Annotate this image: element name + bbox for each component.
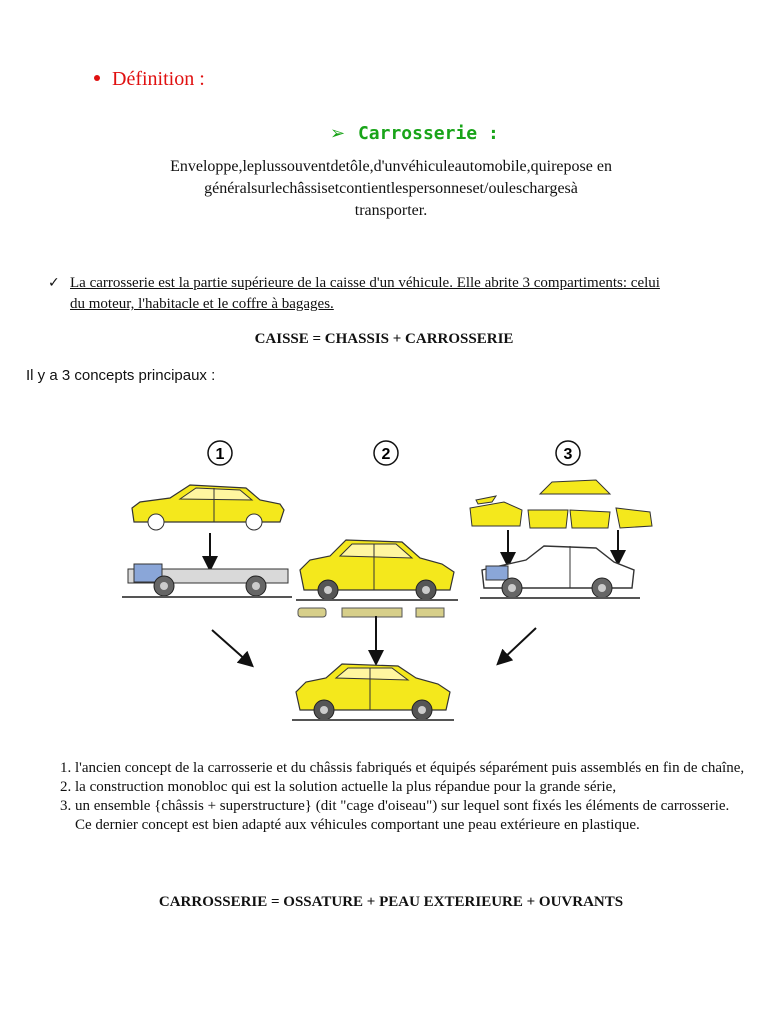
body-panels-strip — [298, 608, 444, 617]
intro-text: Il y a 3 concepts principaux : — [26, 367, 216, 384]
definition-label: Définition : — [112, 68, 205, 90]
bullet-dot-icon — [94, 75, 100, 81]
concept-3-note: Ce dernier concept est bien adapté aux véhicules comportant une peau extérieure en plastique. — [75, 817, 640, 833]
carrosserie-title: Carrosserie : — [357, 123, 499, 144]
cage-chassis-3 — [480, 546, 640, 598]
note-checked-item — [48, 273, 748, 315]
list-item: 2. la construction monobloc qui est la solution actuelle la plus répandue pour la grande série, — [75, 778, 768, 797]
concept-number-label: 2 — [381, 446, 391, 463]
concepts-list — [35, 759, 768, 835]
arrow-converge-left — [212, 630, 248, 662]
arrow-converge-right — [502, 628, 536, 660]
list-item: 1. l'ancien concept de la carrosserie et du châssis fabriqués et équipés séparément puis assemblés en fin de chaîne, — [75, 759, 768, 778]
concept-number-2 — [374, 441, 398, 465]
car-body-1 — [132, 485, 284, 530]
car-result — [292, 664, 454, 720]
note-line: du moteur, l'habitacle et le coffre à bagages. — [70, 296, 334, 312]
concept-number-1 — [208, 441, 232, 465]
body-concepts-illustration — [120, 430, 660, 730]
definition-line: Enveloppe,leplussouventdetôle,d'unvéhiculeautomobile,quirepose en — [170, 158, 612, 175]
concept-number-label: 1 — [215, 446, 225, 463]
definition-paragraph — [100, 156, 682, 222]
concept-number-3 — [556, 441, 580, 465]
chassis-1 — [122, 564, 292, 597]
checkmark-icon: ✓ — [48, 275, 60, 291]
definition-line: généralsurlechâssisetcontientlespersonneset/ouleschargesà — [204, 180, 578, 197]
formula-caisse: CAISSE = CHASSIS + CARROSSERIE — [254, 331, 514, 347]
definition-line: transporter. — [354, 202, 428, 219]
definition-heading — [94, 68, 205, 91]
car-monobloc-2 — [296, 540, 458, 600]
carrosserie-heading — [330, 123, 499, 144]
note-line: La carrosserie est la partie supérieure de la caisse d'un véhicule. Elle abrite 3 compartiments: celui — [70, 275, 660, 291]
concept-number-label: 3 — [563, 446, 573, 463]
car-body-panels-3 — [470, 480, 652, 528]
concept-3-text: un ensemble {châssis + superstructure} (dit "cage d'oiseau") sur lequel sont fixés les éléments de carrosserie. — [75, 798, 730, 814]
formula-carrosserie: CARROSSERIE = OSSATURE + PEAU EXTERIEURE + OUVRANTS — [158, 894, 624, 910]
arrowhead-bullet-icon: ➢ — [330, 123, 346, 144]
list-item — [75, 797, 768, 835]
